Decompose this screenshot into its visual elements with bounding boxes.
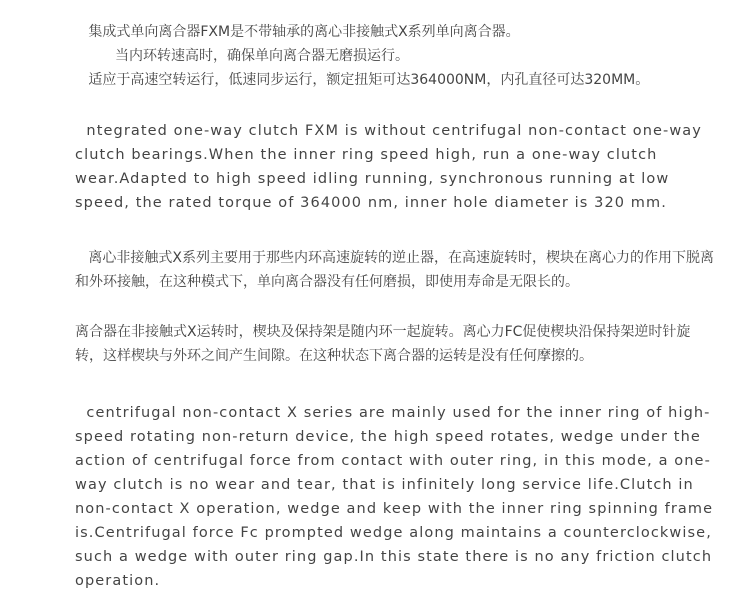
paragraph-cn-intro: 集成式单向离合器FXM是不带轴承的离心非接触式X系列单向离合器。 xyxy=(75,24,520,40)
paragraph-en-intro: ntegrated one-way clutch FXM is without centrifugal non-contact one-way clutch bearings.When the inner ring speed high, run a one-way clutch wear.Adapted to high speed idling running, synchronous running at low speed, the rated torque of 364000 nm, inner hole diameter is 320 mm. xyxy=(75,123,702,211)
paragraph-en-x-series: centrifugal non-contact X series are mainly used for the inner ring of high-speed rotating non-return device, the high speed rotates, wedge under the action of centrifugal force from contact with outer ring, in this mode, a one-way clutch is no wear and tear, that is infinitely long service life.Clutch in non-contact X operation, wedge and keep with the inner ring spinning frame is.Centrifugal force Fc prompted wedge along maintains a counterclockwise, such a wedge with outer ring gap.In this state there is no any friction clutch operation. xyxy=(75,405,714,589)
paragraph-cn-specs: 适应于高速空转运行，低速同步运行，额定扭矩可达364000NM，内孔直径可达320MM。 xyxy=(75,72,650,88)
paragraph-cn-operation: 离合器在非接触式X运转时，楔块及保持架是随内环一起旋转。离心力FC促使楔块沿保持架逆时针旋转，这样楔块与外环之间产生间隙。在这种状态下离合器的运转是没有任何摩擦的。 xyxy=(75,324,691,364)
paragraph-cn-x-series: 离心非接触式X系列主要用于那些内环高速旋转的逆止器，在高速旋转时，楔块在离心力的作用下脱离和外环接触，在这种模式下，单向离合器没有任何磨损，即使用寿命是无限长的。 xyxy=(75,250,714,290)
paragraph-cn-inner-ring: 当内环转速高时，确保单向离合器无磨损运行。 xyxy=(75,48,410,64)
